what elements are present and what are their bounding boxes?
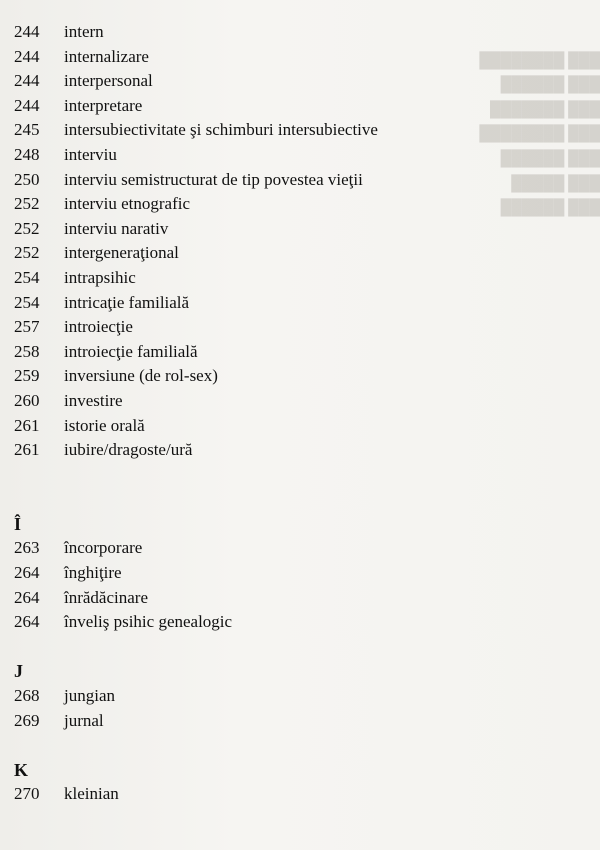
page-number: 264 <box>14 612 40 632</box>
page-number: 264 <box>14 587 40 607</box>
page-number: 252 <box>14 243 40 263</box>
index-entry <box>14 389 484 414</box>
index-term: intrapsihic <box>64 267 136 287</box>
index-term: încorporare <box>64 538 143 558</box>
page-number: 252 <box>14 218 40 238</box>
page-number: 254 <box>14 292 40 312</box>
section-letter-heading: Î <box>14 513 22 534</box>
index-term: iubire/dragoste/ură <box>64 440 193 460</box>
index-entry <box>14 143 484 168</box>
index-term: investire <box>64 390 123 410</box>
index-term: intricaţie familială <box>64 292 190 312</box>
page-number: 252 <box>14 194 40 214</box>
index-term: kleinian <box>64 784 119 804</box>
index-term: jungian <box>64 686 115 706</box>
index-section-i <box>14 20 484 463</box>
index-entry <box>14 241 484 266</box>
index-list <box>14 20 484 807</box>
index-term: intern <box>64 22 104 41</box>
index-entry <box>14 20 484 45</box>
index-entry <box>14 610 484 635</box>
index-term: introiecţie <box>64 317 133 337</box>
index-term: interviu semistructurat de tip povestea vieţii <box>64 169 363 189</box>
page-number: 263 <box>14 538 40 558</box>
index-entry <box>14 536 484 561</box>
index-section-k <box>14 758 484 807</box>
index-term: interviu <box>64 144 117 164</box>
index-entry <box>14 217 484 242</box>
section-spacer <box>14 635 484 660</box>
page-number: 244 <box>14 71 40 91</box>
index-term: intergeneraţional <box>64 243 179 263</box>
index-term: inversiune (de rol-sex) <box>64 366 218 386</box>
page-number: 259 <box>14 366 40 386</box>
page-number: 248 <box>14 144 40 164</box>
page-number: 261 <box>14 440 40 460</box>
index-term: interviu narativ <box>64 218 169 238</box>
index-term: interpersonal <box>64 71 153 91</box>
index-term: introiecţie familială <box>64 341 198 361</box>
page-number: 260 <box>14 390 40 410</box>
index-entry <box>14 192 484 217</box>
page-number: 250 <box>14 169 40 189</box>
index-entry <box>14 340 484 365</box>
index-term: internalizare <box>64 46 149 66</box>
index-entry <box>14 684 484 709</box>
index-entry <box>14 364 484 389</box>
page-number: 258 <box>14 341 40 361</box>
page-number: 244 <box>14 95 40 115</box>
index-entry <box>14 315 484 340</box>
index-entry <box>14 709 484 734</box>
page-number: 270 <box>14 784 40 804</box>
index-term: înveliş psihic genealogic <box>64 612 233 632</box>
section-letter-heading: K <box>14 759 29 780</box>
page-number: 245 <box>14 120 40 140</box>
page-number: 244 <box>14 46 40 66</box>
page-number: 244 <box>14 22 40 41</box>
index-entry <box>14 438 484 463</box>
section-spacer <box>14 463 484 488</box>
index-term: jurnal <box>64 710 104 730</box>
index-entry <box>14 414 484 439</box>
page-number: 268 <box>14 686 40 706</box>
index-entry <box>14 266 484 291</box>
index-entry <box>14 69 484 94</box>
index-term: interpretare <box>64 95 143 115</box>
index-entry <box>14 118 484 143</box>
index-term: înrădăcinare <box>64 587 148 607</box>
index-term: înghiţire <box>64 563 122 583</box>
index-term: intersubiectivitate şi schimburi intersubiective <box>64 120 378 140</box>
index-entry <box>14 586 484 611</box>
index-entry <box>14 45 484 70</box>
index-section-j <box>14 659 484 733</box>
section-spacer <box>14 487 484 512</box>
index-section-i-circumflex <box>14 512 484 635</box>
index-term: interviu etnografic <box>64 194 191 214</box>
page-number: 261 <box>14 415 40 435</box>
page-number: 269 <box>14 710 40 730</box>
page-number: 264 <box>14 563 40 583</box>
bleed-through-texture: ███ ████████ ███ ██████ ███ ███████ ███ ████████ ███ ██████ ███ █████ ███ ██████ <box>479 52 600 217</box>
page-number: 254 <box>14 267 40 287</box>
index-entry <box>14 291 484 316</box>
index-entry <box>14 782 484 807</box>
page-number: 257 <box>14 317 40 337</box>
index-entry <box>14 561 484 586</box>
section-letter-heading: J <box>14 661 23 682</box>
section-spacer <box>14 733 484 758</box>
index-entry <box>14 168 484 193</box>
index-entry <box>14 94 484 119</box>
index-term: istorie orală <box>64 415 145 435</box>
